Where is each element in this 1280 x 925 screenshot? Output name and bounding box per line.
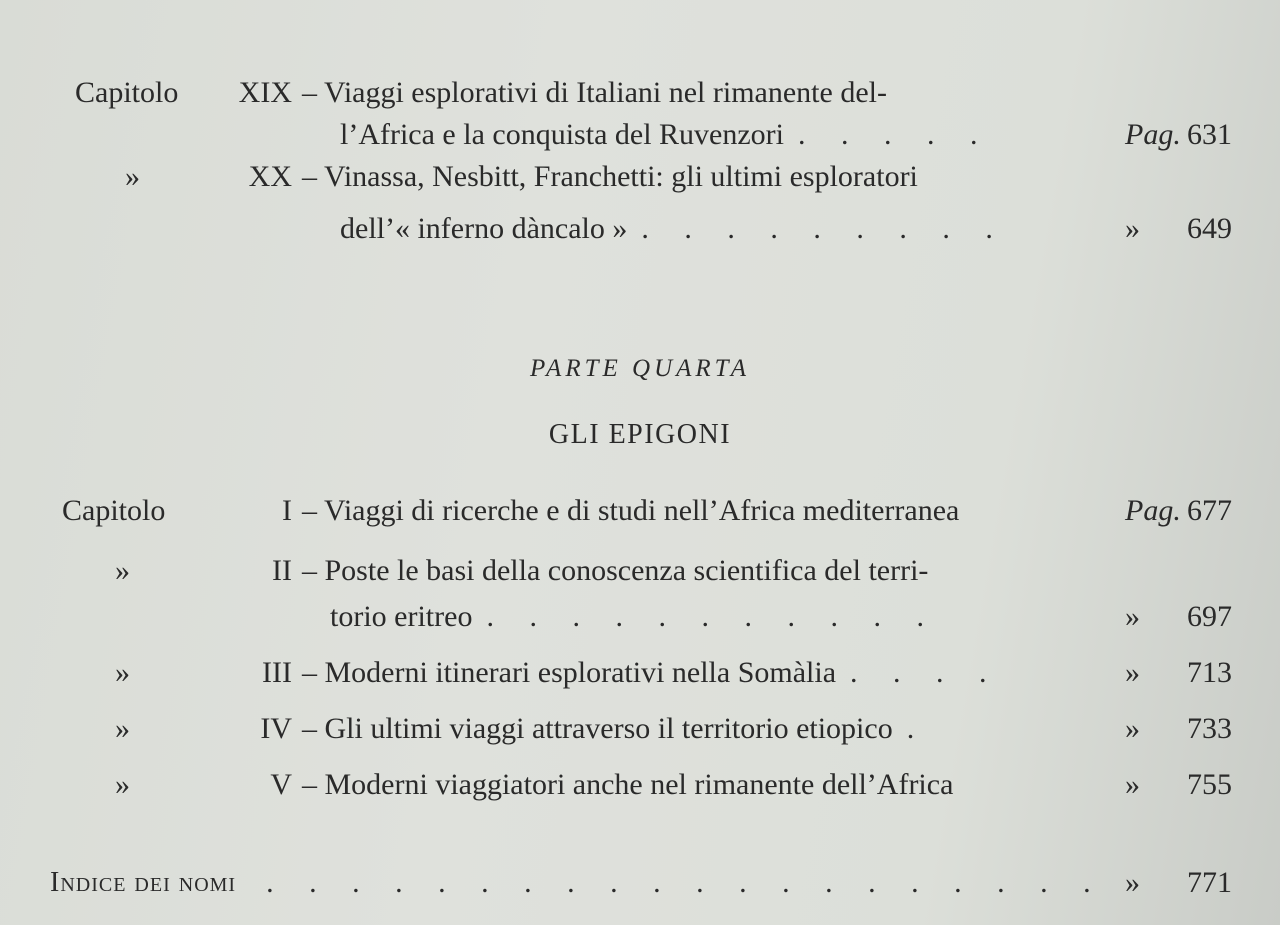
chapter-numeral: XX — [248, 160, 292, 193]
chapter-label: » — [115, 712, 130, 745]
toc-entry-xx — [0, 160, 1280, 194]
leader-dots: . . . . . . . . . — [641, 212, 1007, 245]
chapter-numeral: IV — [260, 712, 292, 745]
chapter-title-cont: torio eritreo — [330, 600, 473, 633]
chapter-title-cont: l’Africa e la conquista del Ruvenzori — [340, 118, 784, 151]
toc-entry-xx-cont — [0, 212, 1280, 246]
toc-entry-i — [0, 494, 1280, 528]
toc-entry-xix — [0, 76, 1280, 110]
chapter-label: » — [115, 656, 130, 689]
toc-entry-iii — [0, 656, 1280, 690]
page-ref-label: » — [1125, 600, 1140, 633]
toc-entry-index — [0, 866, 1280, 900]
page-ref-label: Pag. — [1125, 118, 1181, 151]
page-number: 649 — [1187, 212, 1232, 245]
page-number: 677 — [1187, 494, 1232, 527]
toc-entry-v — [0, 768, 1280, 802]
toc-entry-ii-cont — [0, 600, 1280, 634]
page-number: 713 — [1187, 656, 1232, 689]
chapter-label: Capitolo — [75, 76, 179, 109]
chapter-title: – Gli ultimi viaggi attraverso il territorio etiopico — [302, 712, 893, 745]
chapter-numeral: XIX — [238, 76, 292, 109]
part-title: GLI EPIGONI — [548, 419, 732, 450]
chapter-title: – Moderni itinerari esplorativi nella Somàlia — [302, 656, 837, 689]
toc-entry-iv — [0, 712, 1280, 746]
leader-dots: . . . . . — [798, 118, 992, 151]
page-number: 733 — [1187, 712, 1232, 745]
toc-entry-xix-cont — [0, 118, 1280, 152]
page-number: 631 — [1187, 118, 1232, 151]
chapter-label: » — [125, 160, 140, 193]
chapter-label: Capitolo — [62, 494, 166, 527]
page-number: 771 — [1187, 866, 1232, 899]
chapter-title: – Viaggi esplorativi di Italiani nel rimanente del- — [302, 76, 887, 109]
chapter-title: – Poste le basi della conoscenza scientifica del terri- — [302, 554, 929, 587]
toc-entry-ii — [0, 554, 1280, 588]
index-label: Indice dei nomi — [50, 867, 237, 898]
page-number: 697 — [1187, 600, 1232, 633]
chapter-numeral: I — [282, 494, 292, 527]
page-number: 755 — [1187, 768, 1232, 801]
chapter-title: – Moderni viaggiatori anche nel rimanente dell’Africa — [302, 768, 954, 801]
chapter-title-cont: dell’« inferno dàncalo » — [340, 212, 628, 245]
page-ref-label: » — [1125, 656, 1140, 689]
page-ref-label: » — [1125, 212, 1140, 245]
leader-dots: . . . . . . . . . . . . . . . . . . . . — [266, 866, 1105, 899]
chapter-label: » — [115, 554, 130, 587]
chapter-numeral: V — [270, 768, 292, 801]
leader-dots: . . . . — [850, 656, 1001, 689]
chapter-title: – Vinassa, Nesbitt, Franchetti: gli ultimi esploratori — [302, 160, 918, 193]
page-ref-label: Pag. — [1125, 494, 1181, 527]
page-ref-label: » — [1125, 712, 1140, 745]
part-label: PARTE QUARTA — [530, 355, 750, 382]
page-ref-label: » — [1125, 866, 1140, 899]
chapter-numeral: III — [262, 656, 292, 689]
chapter-label: » — [115, 768, 130, 801]
page-ref-label: » — [1125, 768, 1140, 801]
chapter-title: – Viaggi di ricerche e di studi nell’Africa mediterranea — [302, 494, 960, 527]
leader-dots: . — [906, 712, 929, 745]
leader-dots: . . . . . . . . . . . — [486, 600, 938, 633]
chapter-numeral: II — [272, 554, 292, 587]
